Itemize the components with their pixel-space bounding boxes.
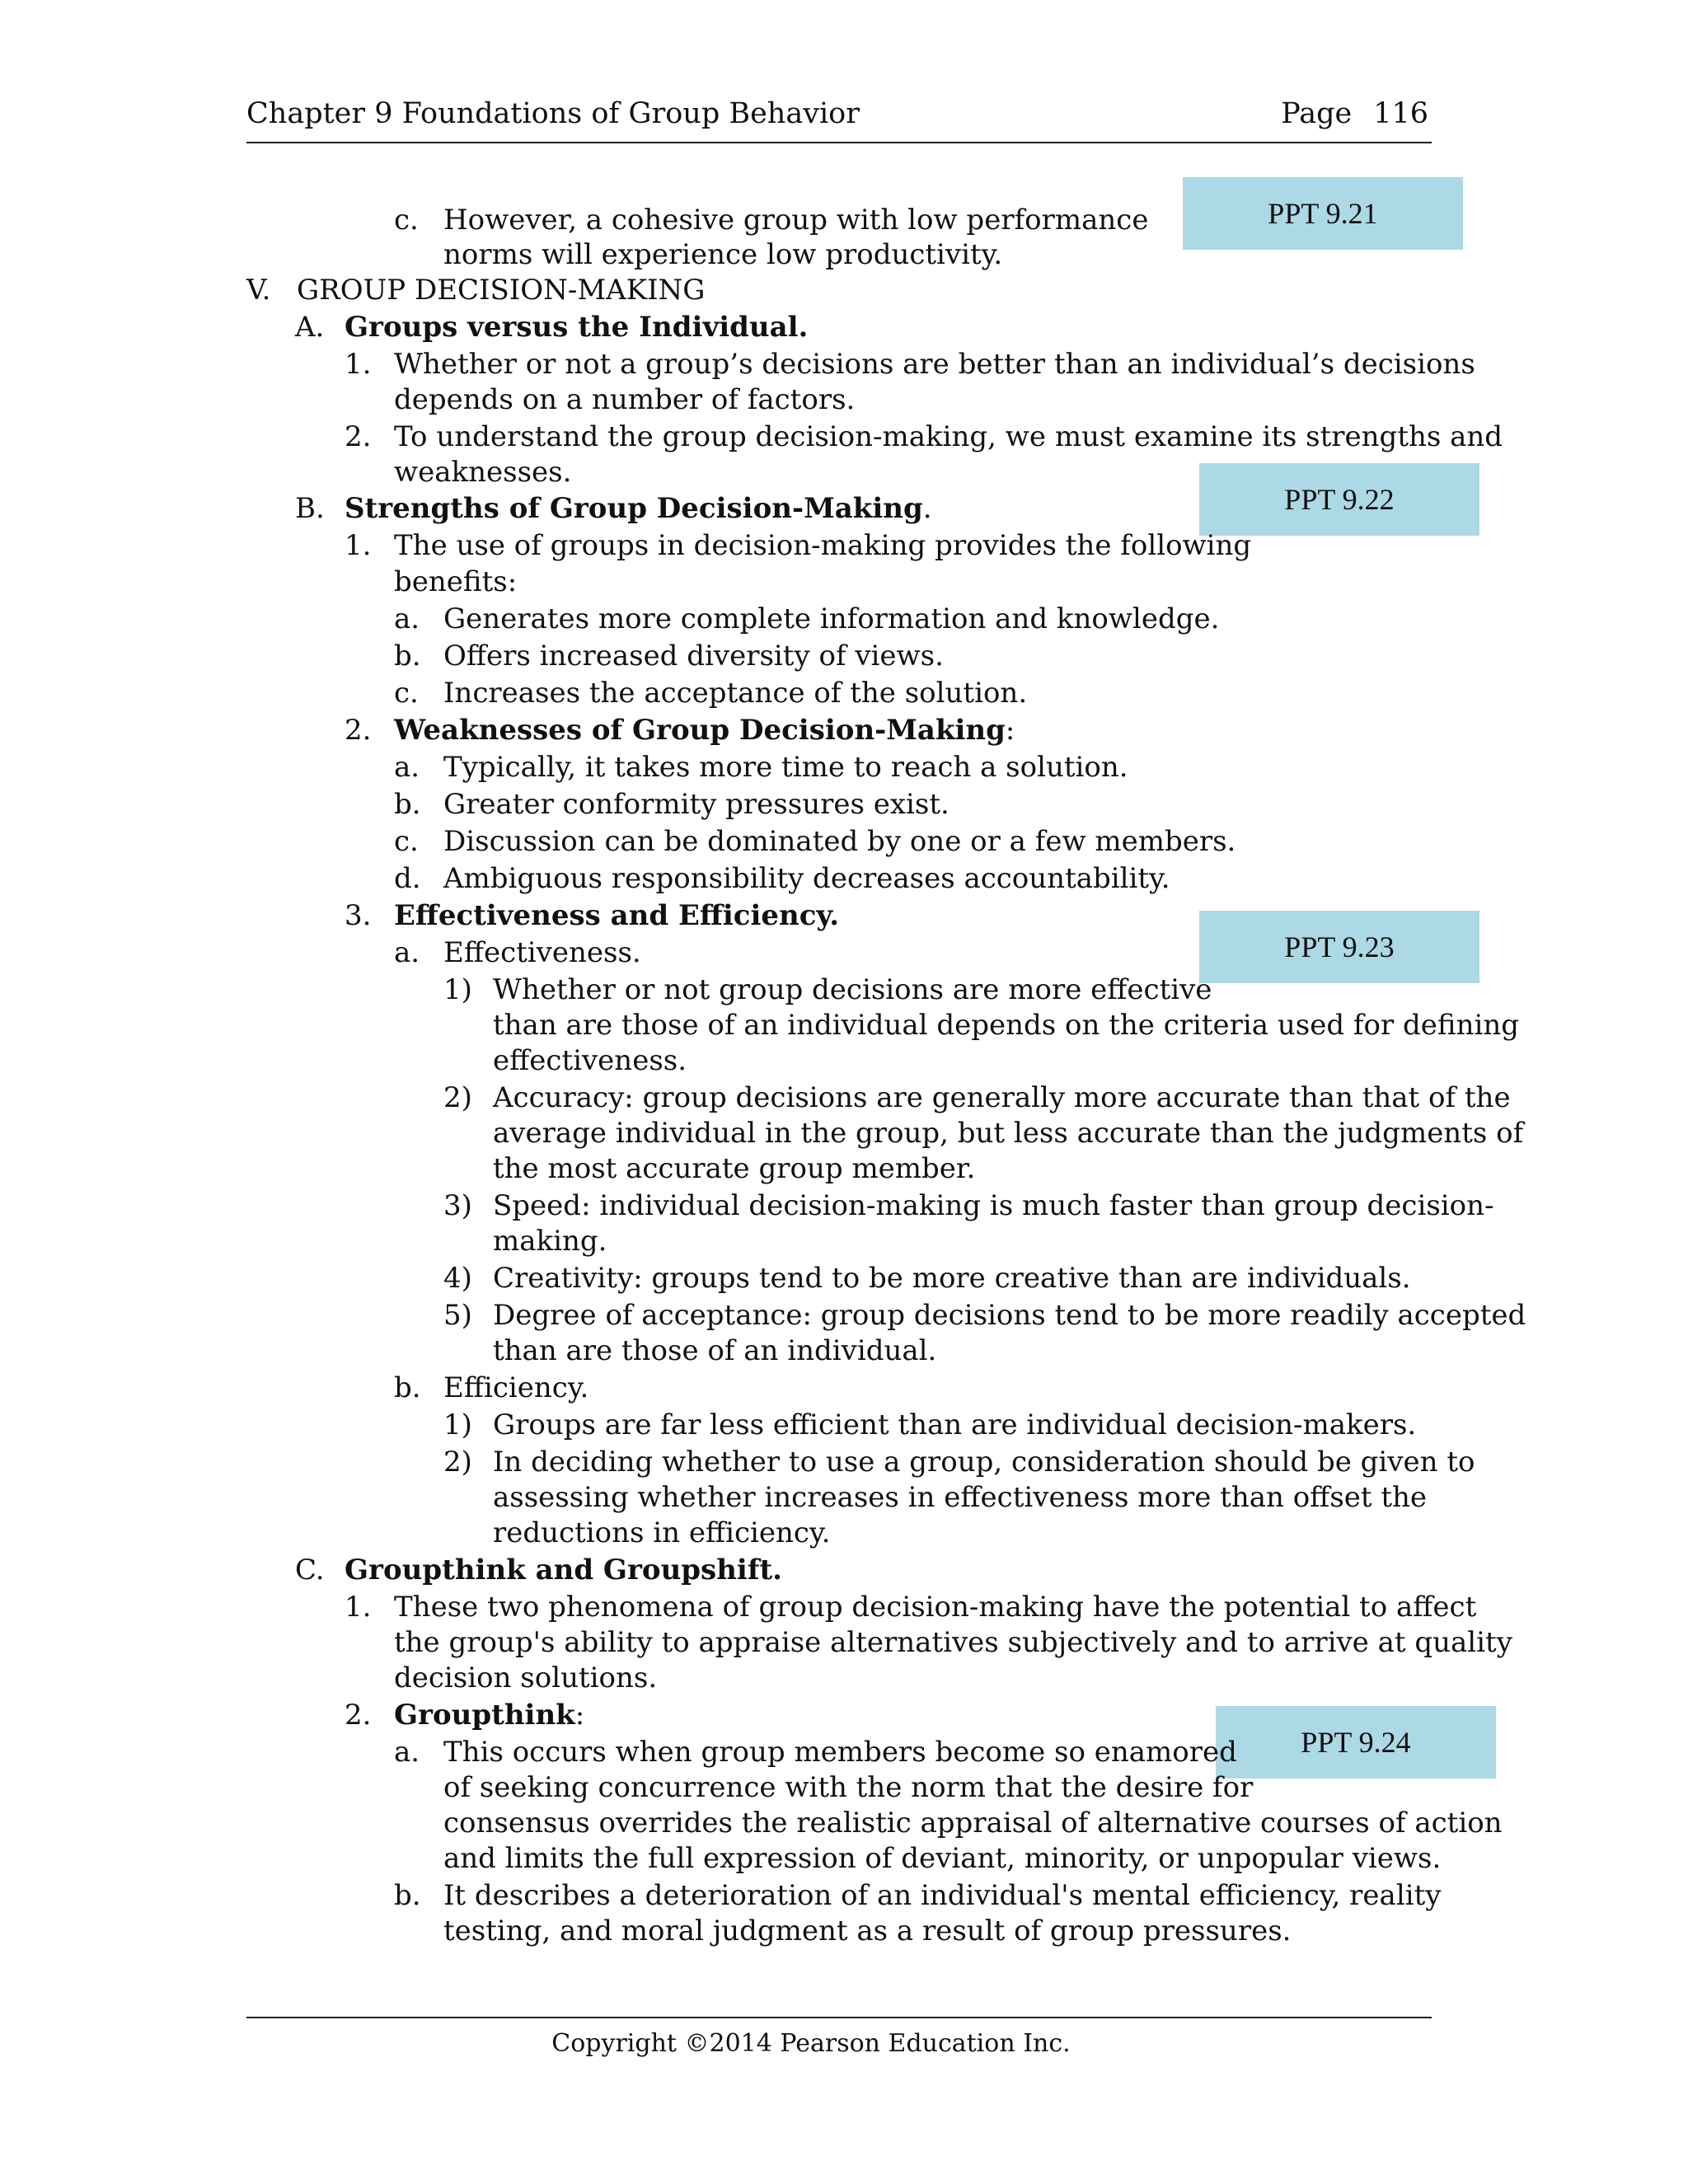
outline-tail: : [1005,714,1015,747]
outline-label: 3) [443,1189,472,1222]
outline-line [493,1189,1494,1222]
outline-label: c. [394,677,419,710]
outline-line [394,456,571,489]
outline-line [443,751,1128,784]
outline-line [443,238,1002,271]
outline-text: benefits: [394,565,518,598]
outline-line [394,529,1251,562]
outline-line [443,204,1148,237]
page-number-block [1281,97,1428,130]
outline-line [345,311,808,344]
outline-text: Strengths of Group Decision-Making [345,492,923,525]
outline-label: 2) [443,1081,472,1114]
outline-line [493,973,1212,1006]
outline-label: 4) [443,1262,472,1295]
outline-text: and limits the full expression of deviant, minority, or unpopular views. [443,1842,1442,1875]
outline-line [394,1591,1476,1624]
outline-label: 2. [345,714,372,747]
outline-label: b. [394,788,421,821]
outline-text: reductions in efficiency. [493,1516,831,1549]
outline-label: 2. [345,420,372,453]
outline-text: testing, and moral judgment as a result of group pressures. [443,1915,1292,1947]
outline-text: Whether or not a group’s decisions are better than an individual’s decisions [394,348,1475,381]
outline-text: effectiveness. [493,1044,687,1077]
outline-text: the group's ability to appraise alternatives subjectively and to arrive at quality [394,1626,1512,1659]
outline-text: Generates more complete information and knowledge. [443,602,1220,635]
outline-line [443,1915,1291,1947]
outline-text: Effectiveness and Efficiency. [394,899,840,932]
outline-line [443,677,1027,710]
outline-label: d. [394,862,421,895]
outline-text: Greater conformity pressures exist. [443,788,950,821]
outline-text: Effectiveness. [443,936,641,969]
outline-text: Weaknesses of Group Decision-Making [394,714,1006,747]
outline-label: b. [394,1371,421,1404]
outline-text: It describes a deterioration of an individual's mental efficiency, reality [443,1879,1442,1912]
outline-line [394,565,517,598]
footer-rule [246,2017,1432,2018]
ppt-tag-9-24: PPT 9.24 [1216,1706,1496,1779]
outline-tail: . [922,492,932,525]
outline-text: However, a cohesive group with low performance [443,204,1149,237]
outline-text: Groupthink [394,1699,575,1732]
outline-line [493,1408,1416,1441]
outline-text: The use of groups in decision-making provides the following [394,529,1252,562]
outline-text: Degree of acceptance: group decisions tend to be more readily accepted [493,1299,1526,1332]
outline-line [443,788,950,821]
outline-label: 1. [345,1591,372,1624]
outline-line [345,492,932,525]
outline-text: Creativity: groups tend to be more creative than are individuals. [493,1262,1411,1295]
outline-label: 2) [443,1446,472,1479]
outline-label: 1. [345,529,372,562]
outline-line [443,1771,1253,1804]
outline-line [443,825,1236,858]
outline-text: Speed: individual decision-making is much faster than group decision- [493,1189,1494,1222]
outline-line [443,1371,588,1404]
outline-text: Accuracy: group decisions are generally more accurate than that of the [493,1081,1511,1114]
outline-line [493,1299,1526,1332]
outline-text: Typically, it takes more time to reach a solution. [443,751,1128,784]
outline-label: b. [394,640,421,673]
outline-label: 5) [443,1299,472,1332]
outline-text: Ambiguous responsibility decreases accountability. [443,862,1170,895]
outline-line [493,1152,975,1185]
outline-text: Increases the acceptance of the solution. [443,677,1028,710]
outline-text: depends on a number of factors. [394,383,856,416]
outline-line [443,862,1170,895]
outline-line [493,1044,687,1077]
outline-label: a. [394,1736,420,1769]
outline-line [493,1117,1523,1150]
outline-line [493,1225,607,1258]
outline-text: In deciding whether to use a group, consideration should be given to [493,1446,1475,1479]
outline-label: b. [394,1879,421,1912]
outline-line [493,1009,1519,1042]
outline-line [443,1842,1441,1875]
outline-text: than are those of an individual depends on the criteria used for defining [493,1009,1520,1042]
outline-text: This occurs when group members become so enamored [443,1736,1237,1769]
outline-line [443,1736,1237,1769]
outline-text: These two phenomena of group decision-making have the potential to affect [394,1591,1477,1624]
outline-label: B. [295,492,325,525]
outline-line [394,1699,584,1732]
outline-label: c. [394,825,419,858]
outline-label: a. [394,936,420,969]
outline-line [394,348,1475,381]
outline-label: c. [394,204,419,237]
outline-text: To understand the group decision-making, we must examine its strengths and [394,420,1503,453]
outline-label: 3. [345,899,372,932]
outline-line [443,640,944,673]
outline-text: Offers increased diversity of views. [443,640,944,673]
outline-label: 1) [443,973,472,1006]
copyright-text: Copyright ©2014 Pearson Education Inc. [551,2029,1071,2058]
outline-line [443,1807,1503,1840]
outline-line [394,1661,657,1694]
outline-line [493,1081,1511,1114]
ppt-tag-9-23: PPT 9.23 [1199,911,1479,983]
outline-line [493,1516,830,1549]
outline-text: of seeking concurrence with the norm that the desire for [443,1771,1254,1804]
page-number: 116 [1373,97,1428,130]
outline-line [493,1262,1411,1295]
outline-label: 1. [345,348,372,381]
outline-line [443,602,1219,635]
outline-line [394,383,855,416]
outline-text: consensus overrides the realistic appraisal of alternative courses of action [443,1807,1503,1840]
outline-label: a. [394,751,420,784]
chapter-title: Chapter 9 Foundations of Group Behavior [246,97,860,130]
outline-line [394,1626,1512,1659]
outline-text: making. [493,1225,607,1258]
outline-text: than are those of an individual. [493,1334,937,1367]
outline-text: weaknesses. [394,456,572,489]
outline-line [394,899,839,932]
outline-text: norms will experience low productivity. [443,238,1003,271]
outline-line [493,1334,936,1367]
outline-line [394,714,1015,747]
outline-text: GROUP DECISION-MAKING [297,274,706,307]
outline-text: Efficiency. [443,1371,589,1404]
outline-line [493,1446,1475,1479]
outline-label: C. [295,1554,325,1586]
outline-line [394,420,1503,453]
ppt-tag-9-22: PPT 9.22 [1199,463,1479,536]
outline-line [493,1481,1427,1514]
outline-label: 1) [443,1408,472,1441]
outline-text: decision solutions. [394,1661,658,1694]
outline-text: Groups are far less efficient than are individual decision-makers. [493,1408,1417,1441]
outline-label: a. [394,602,420,635]
outline-line [443,936,641,969]
outline-text: assessing whether increases in effectiveness more than offset the [493,1481,1428,1514]
outline-text: average individual in the group, but less accurate than the judgments of [493,1117,1524,1150]
page-header [246,97,1432,143]
ppt-tag-9-21: PPT 9.21 [1183,177,1463,250]
page-label: Page [1281,97,1353,130]
outline-label: A. [295,311,325,344]
outline-line [443,1879,1441,1912]
outline-text: Discussion can be dominated by one or a few members. [443,825,1236,858]
outline-text: Groups versus the Individual. [345,311,809,344]
outline-tail: : [574,1699,585,1732]
outline-line [345,1554,782,1586]
footer-copyright [0,2029,1688,2058]
outline-label: 2. [345,1699,372,1732]
outline-line [297,274,705,307]
outline-text: Whether or not group decisions are more effective [493,973,1212,1006]
outline-text: Groupthink and Groupshift. [345,1554,783,1586]
outline-text: the most accurate group member. [493,1152,976,1185]
outline-label: V. [246,274,271,307]
